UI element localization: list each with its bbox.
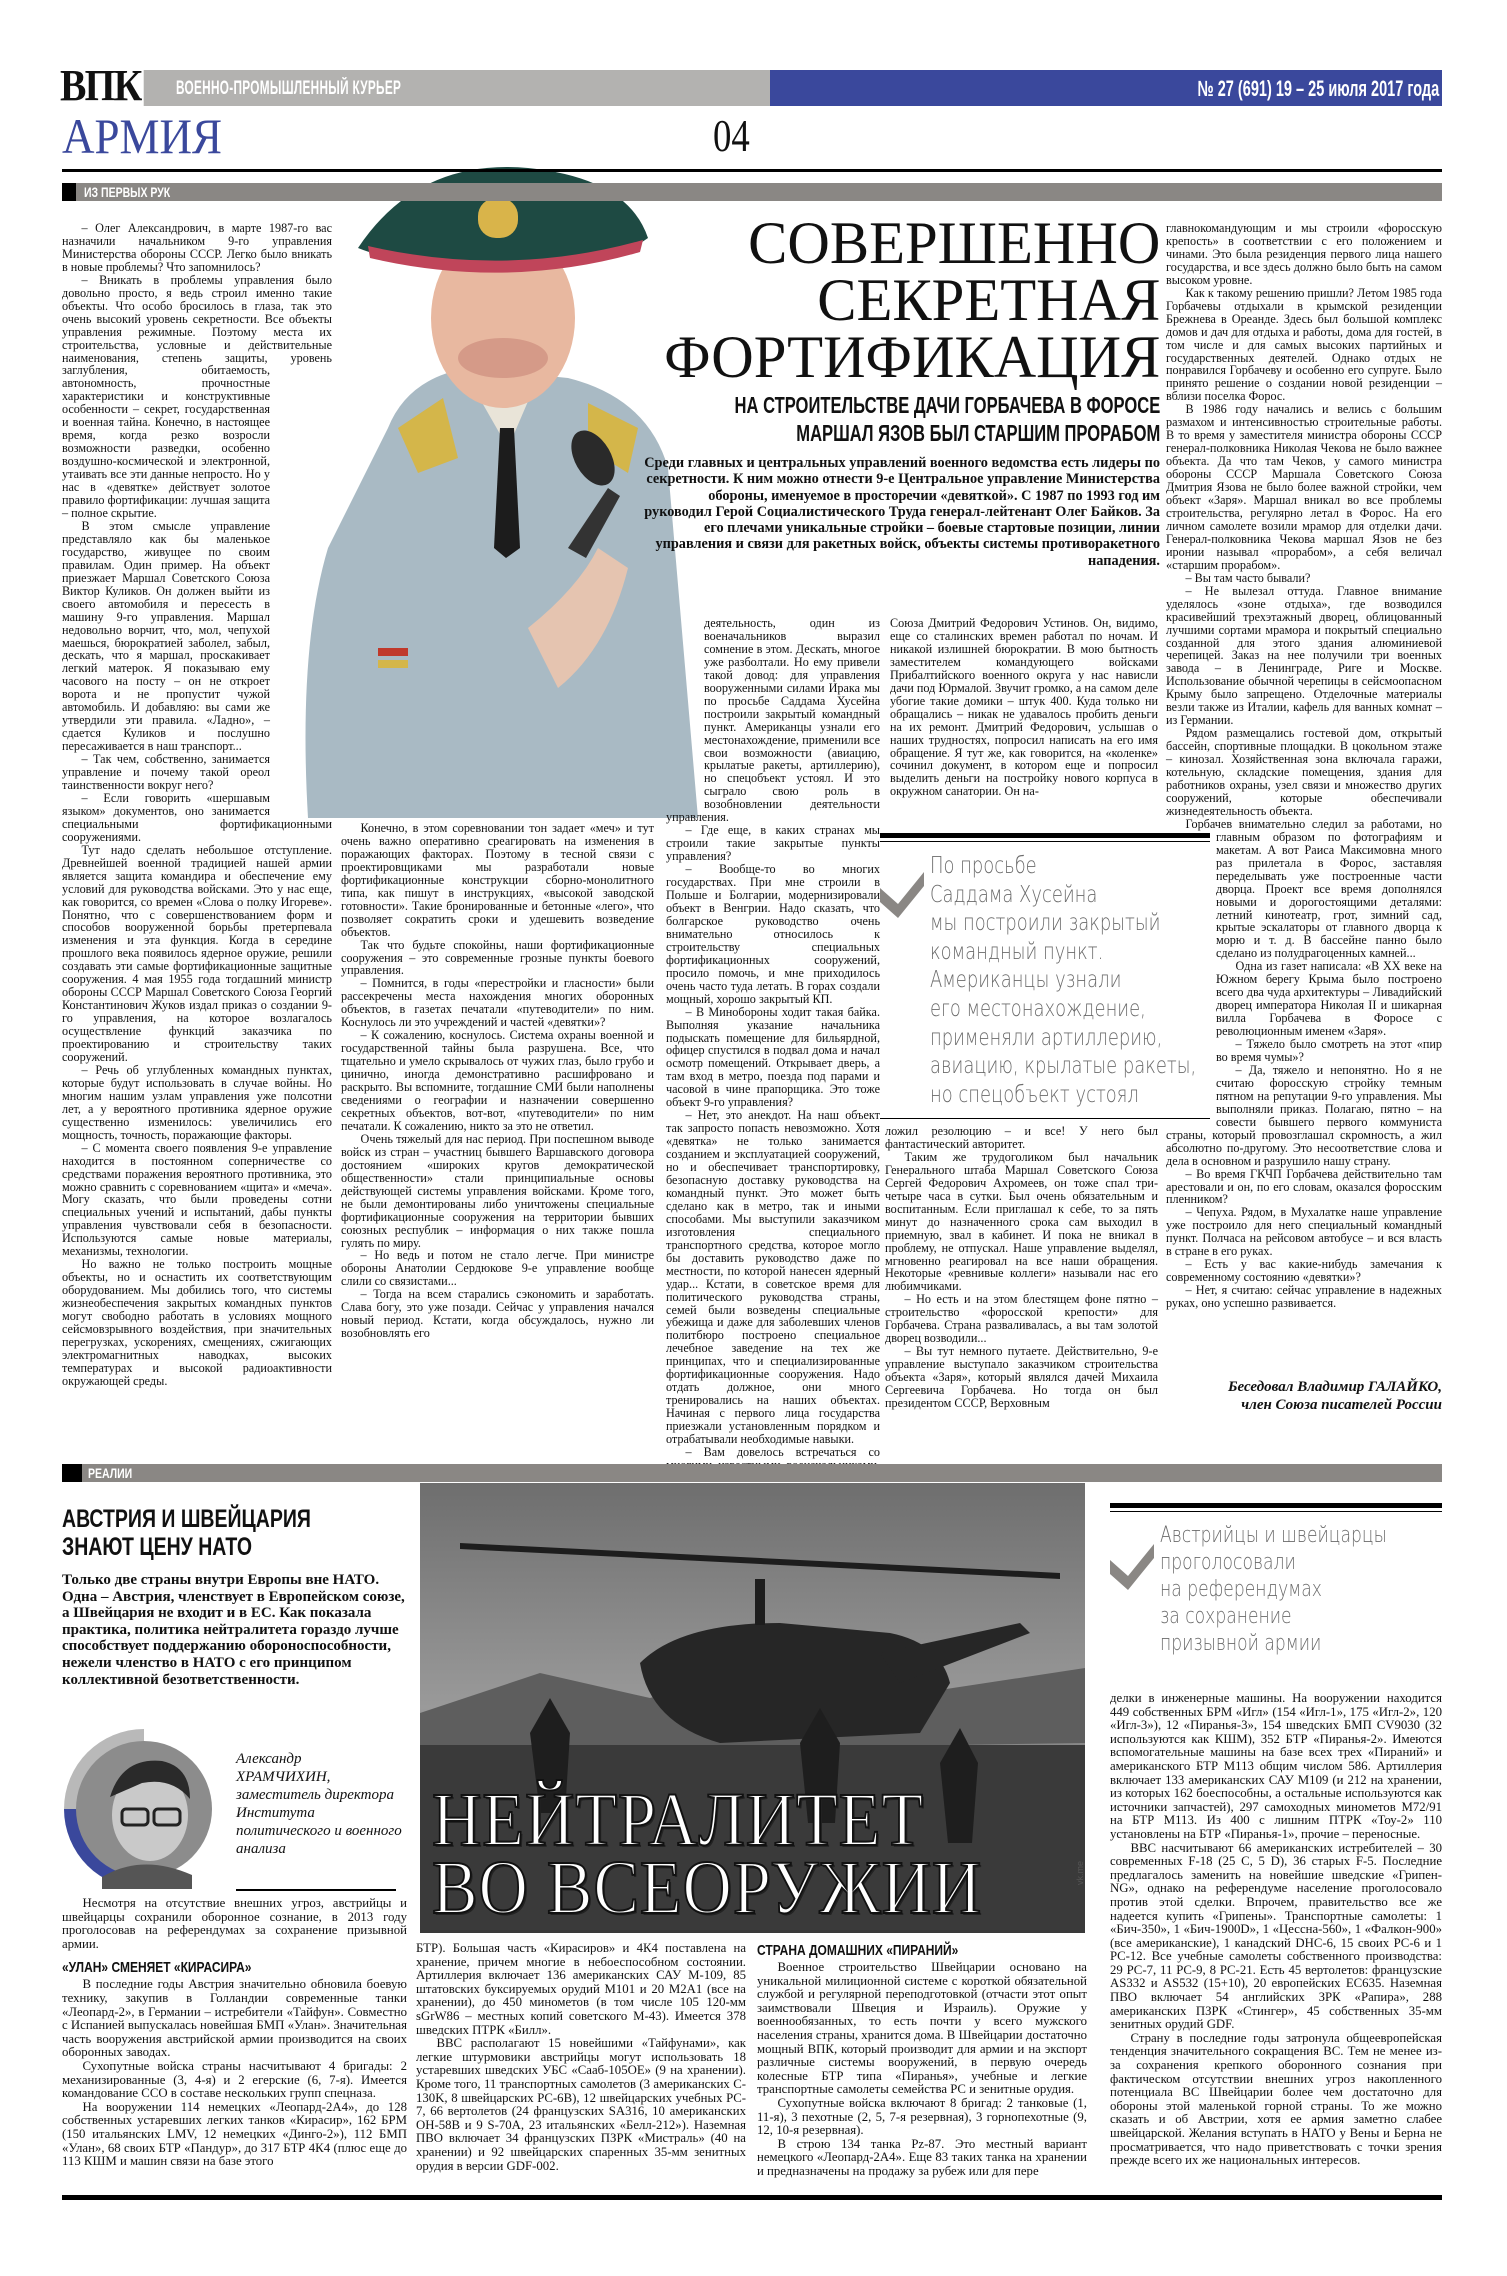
section-label: ИЗ ПЕРВЫХ РУК — [84, 184, 171, 200]
paragraph: Военное строительство Швейцарии основано на уникальной милиционной системе с короткой обязательной службой и регулярной переподготовкой (отчасти этот опыт заимствовали Швеция и Израиль). Оружие у военнообязанных, то есть почти у всего мужского населения страны, хранится дома. В Швейцарии достаточно мощный ВПК, который производит для армии и на экспорт различные системы вооружений, в первую очередь колесные БТР типа «Пиранья», учебные и легкие транспортные самолеты семейства PC и зенитные орудия. — [757, 1960, 1087, 2097]
paragraph: – Где еще, в каких странах мы строили такие закрытые пункты управления? — [666, 823, 880, 864]
paragraph: – Вам довелось встречаться со — [685, 1445, 880, 1459]
paragraph: Сухопутные войска страны насчитывают 4 бригады: 2 механизированные (3, 4-я) и 2 егерские (6, 7-я). Имеется командование ССО в составе нескольких групп спецназа. — [62, 2058, 407, 2101]
paragraph: – Но ведь и потом не стало легче. При министре обороны Анатолии Сердюкове 9-е управление вообще слили со связистами... — [341, 1248, 654, 1289]
pull-quote — [880, 833, 1210, 1119]
quote-line: применяли артиллерию, — [930, 1024, 1163, 1051]
quote-line: призывной армии — [1160, 1631, 1322, 1656]
author-position: заместитель директора Института политического и военного анализа — [236, 1787, 402, 1857]
author-last-name: ХРАМЧИХИН, — [236, 1769, 331, 1785]
paragraph: ВВС располагают 15 новейшими «Тайфунами», как легкие штурмовики австрийцы могут использовать 18 устаревших шведских УБС «Сааб-105ОЕ» (9 на хранении). Кроме того, 11 транспортных самолетов (3 американских C-130K, 8 швейцарских PC-6B), 12 швейцарских учебных PC-7, 66 вертолетов (24 французских SA316, 10 американских OH-58B и 9 S-70A, 23 итальянских «Белл-212»). Наземная ПВО включает 34 французских ПЗРК «Мистраль» (40 на хранении) и 92 швейцарских спаренных 35-мм зенитных орудия в версии GDF-002. — [416, 2036, 746, 2173]
newspaper-tagline: ВОЕННО-ПРОМЫШЛЕННЫЙ КУРЬЕР — [176, 78, 402, 99]
paragraph: – Речь об углубленных командных пунктах, которые будут использовать в случае войны. Но многим нашим узлам управления уже полсотни лет, а у вероятного противника ядерное оружие существенно изменилось: увеличились его мощность, точность, поражающие факторы. — [62, 1062, 332, 1142]
paragraph: ВВС насчитывают 66 американских истребителей – 30 современных F-18 (25 C, 5 D), 36 старых F-5. Последние предлагалось заменить на новейшие шведские «Грипен-NG», однако на референдуме население проголосовало против этой сделки. Впрочем, правительство все же надеется купить «Грипены». Транспортные самолеты: 1 «Бич-350», 1 «Бич-1900D», 1 «Цессна-560», 1 «Фалкон-900» (все американские), 1 канадский DHC-6, 15 своих PC-6 и 1 PC-12. Все учебные самолеты собственного производства: 29 PC-7, 11 PC-9, 8 PC-21. Есть 45 вертолетов: французские AS332 и AS532 (15+10), 20 европейских EC635. Наземная ПВО включает 54 английских ЗРК «Рапира», 288 американских ПЗРК «Стингер», 45 собственных 35-мм зенитных орудий GDF. — [1110, 1840, 1442, 2032]
article-column-2 — [416, 1942, 746, 2194]
photo-title-line: ВО ВСЕОРУЖИИ — [432, 1846, 983, 1930]
paragraph: – Но есть и на этом блестящем фоне пятно – строительство «форосской крепости» для Горбачева. Страна разваливалась, а вы там золотой дворец возводили... — [885, 1292, 1158, 1346]
rubric-title: АРМИЯ — [62, 108, 223, 164]
article-column-1 — [62, 1897, 407, 2195]
paragraph: – Во время ГКЧП Горбачева действительно там арестовали и он, по его словам, оказался форосским пленником? — [1166, 1166, 1442, 1207]
section-label: РЕАЛИИ — [88, 1465, 133, 1481]
paragraph: деятельность, один из военачальников выразил сомнение в этом. Дескать, многое уже разболтали. Но ему привели такой довод: для управления вооруженными силами Ирака мы по просьбе Саддама Хусейна построили закрытый командный пункт. Американцы узнали его местонахождение, применили все свои возможности (авиацию, крылатые ракеты, артиллерию), но спецобъект устоял. И это сыграло свою роль в возобновлении деятельности управления. — [666, 616, 880, 825]
headline-line: СОВЕРШЕННО — [747, 210, 1160, 276]
headline-line: СЕКРЕТНАЯ — [816, 267, 1160, 333]
byline-author: Беседовал Владимир ГАЛАЙКО, — [1227, 1379, 1442, 1395]
photo-title — [432, 1778, 1043, 1930]
newspaper-logo[interactable]: ВПК — [60, 64, 144, 108]
quote-line: мы построили закрытый — [930, 910, 1161, 937]
paragraph: – Вы там часто бывали? — [1185, 570, 1311, 585]
paragraph: Очень тяжелый для нас период. При поспешном выводе войск из стран – участниц бывшего Варшавского договора достоянием «широких кругов демократической общественности» стали принципиальные основы действующей системы управления войсками. Кроме того, не были демонтированы либо уничтожены специальные фортификационные сооружения на территории бывших союзных республик – информация о них также пошла гулять по миру. — [341, 1131, 654, 1250]
photo-title-line: НЕЙТРАЛИТЕТ — [432, 1778, 925, 1862]
paragraph: Тут надо сделать небольшое отступление. Древнейшей военной традицией нашей армии является защита командира и обеспечение ему условий для руководства войсками. Это у нас еще, как говорится, со времен «Слова о полку Игореве». Понятно, что с совершенствованием форм и способов вооруженной борьбы претерпевала изменения и эта функция. Когда в середине прошлого века появилось ядерное оружие, решили создавать эти самые фортификационные защитные сооружения. 4 мая 1955 года тогдашний министр обороны СССР Маршал Советского Союза Георгий Константинович Жуков издал приказ о создании 9-го управления, на которое возлагалось осуществление функций заказчика по проектированию и строительству таких сооружений. — [62, 842, 332, 1064]
article-column-3 — [666, 616, 880, 1459]
paragraph: Рядом размещались гостевой дом, открытый бассейн, спортивные площадки. В цокольном этаже – кинозал. Хозяйственная зона включала гаражи, котельную, складские помещения, здания для работников охраны, узел связи и множество других сооружений, которые обеспечивали жизнедеятельность объекта. — [1166, 726, 1442, 818]
section-marker — [62, 1464, 82, 1482]
paragraph: делки в инженерные машины. На вооружении находится 449 собственных БРМ «Игл» (154 «Игл-1», 175 «Игл-2», 120 «Игл-3»), 12 «Пиранья-3», 154 шведских БМП CV9030 (32 используются как КШМ), 352 БТР «Пиранья-2». Имеются вспомогательные машины на базе всех трех «Пираний» и американского БТР M113 общим числом 586. Артиллерия включает 133 американских САУ M109 (и 212 на хранении, из которых 162 боеспособны, а остальные используются как источники запчастей), 297 самоходных минометов M72/91 на БТР M113. Из 400 с лишним ПТРК «Тоу-2» 110 установлены на БТР «Пиранья-1», прочие – переносные. — [1110, 1691, 1442, 1841]
paragraph: Сухопутные войска включают 8 бригад: 2 танковые (1, 11-я), 3 пехотные (2, 5, 7-я резервная), 3 горнопехотные (9, 12, 10-я резервная). — [757, 2095, 1087, 2138]
quote-line: авиацию, крылатые ракеты, — [930, 1053, 1197, 1080]
quote-line: за сохранение — [1160, 1604, 1292, 1629]
paragraph: – Есть у вас какие-нибудь замечания к современному состоянию «девятки»? — [1166, 1257, 1442, 1285]
subheading: СТРАНА ДОМАШНИХ «ПИРАНИЙ» — [757, 1942, 959, 1959]
quote-line: Австрийцы и швейцарцы — [1160, 1523, 1387, 1548]
paragraph: В этом смысле управление представляло как бы маленькое государство, живущее по своим правилам. Один пример. На объект приезжает Маршал Советского Союза Виктор Куликов. Он должен выйти из своего автомобиля и пересесть в машину 9-го управления. Маршал недовольно ворчит, что, мол, чепухой маешься, бюрократией заболел, забыл, дескать, что я маршал, проскакивает легкий матерок. Я показываю ему часового на посту – он не откроет ворота и не пропустит чужой автомобиль. И добавляю: вы сами же утвердили эти правила. «Ладно», – сдается Куликов и послушно пересаживается в наш транспорт... — [62, 518, 270, 754]
paragraph: Конечно, в этом соревновании тон задает «меч» и тут очень важно оперативно среагировать на изменения в поражающих факторах. Поэтому в тесной связи с проектировщиками мы разработали новые фортификационные конструкции сборно-монолитного типа, как пишут в инструкциях, «высокой заводской готовности». Такие бронированные и бетонные «лего», что позволяет сократить сроки и удешевить возведение объектов. — [341, 821, 654, 939]
quote-line: Американцы узнали — [930, 967, 1122, 994]
section-marker — [62, 183, 76, 201]
author-first-name: Александр — [236, 1751, 302, 1767]
article-column-3 — [757, 1942, 1087, 2194]
paragraph: – Помнится, в годы «перестройки и гласности» были рассекречены места нахождения многих оборонных объектов, в газетах печатали «путеводители» по ним. Коснулось ли это учреждений и частей «девятки»? — [341, 976, 654, 1030]
paragraph: – Вообще-то во многих государствах. При мне строили в Польше и Болгарии, модернизировали объект в Венгрии. Надо сказать, что болгарское руководство очень внимательно относилось к строительству специальных фортификационных сооружений, просило помочь, и мне приходилось очень часто туда летать. В горах создали мощный, хорошо закрытый КП. — [666, 862, 880, 1006]
issue-info: № 27 (691) 19 – 25 июля 2017 года — [1197, 76, 1439, 101]
article-column-4 — [1110, 1692, 1442, 2194]
paragraph: – Нет, это анекдот. На наш объект так запросто попасть невозможно. Хотя «девятка» не только занимается созданием и эксплуатацией сооружений, но и обеспечивает транспортировку, безопасную доставку руководства на командный пункт. Это может быть сделано как в метро, так и иными способами. Мы выступили заказчиком изготовления специального транспортного средства, которое могло бы доставить руководство даже по местности, по которой нанесен ядерный удар... Кстати, в советское время для политического руководства страны, семей были возведены специальные убежища и даже для заболевших членов политбюро построено специальное лечебное заведение на тех же принципах, что и специализированные фортификационные сооружения. Надо отдать должное, они много тренировались на наших объектах. Начиная с первого лица государства приезжали установленным порядком и отрабатывали необходимые навыки. — [666, 1108, 880, 1447]
paragraph: – В Минобороны ходит такая байка. Выполняя указание начальника подыскать помещение для бильярдной, офицер спустился в подвал дома и начал осмотр помещений. Открывает дверь, а там вход в метро, поезда под парами и часовой в чине прапорщика. Это тоже объект 9-го управления? — [666, 1004, 880, 1110]
quote-line: его местонахождение, — [930, 995, 1146, 1022]
paragraph: – Вникать в проблемы управления было довольно просто, я ведь строил именно такие объекты. Что особо бросилось в глаза, так это очень высокий уровень секретности. Все объекты управления режимные. Поэтому места их строительства, условные и действительные наименования, степень защиты, уровень заглубления, обитаемость, автономность, прочностные характеристики и конструктивные особенности – секрет, государственная и военная тайна. Конечно, в настоящее время, когда резко возросли возможности разведки, особенно воздушно-космической и электронной, утаивать все эти данные непросто. Но у нас в «девятке» действует золотое правило фортификации: лучшая защита – полное скрытие. — [62, 272, 332, 520]
paragraph: Союза Дмитрий Федорович Устинов. Он, видимо, еще со сталинских времен работал по ночам. И никакой излишней бюрократии. В мою бытность заместителем командующего войсками Прибалтийского военного округа у нас нависли дачи под Юрмалой. Звучит громко, а на самом деле убогие такие домики – штук 400. Куда только ни обращались – никак не удавалось пробить деньги на их ремонт. Дмитрий Федорович, услышав о наших трудностях, попросил написать на его имя обращение. Я тут же, как говорится, на «коленке» сочинил документ, в котором еще и попросил выделить деньги на постройку нового корпуса в окружном санатории. Он на- — [890, 616, 1158, 799]
quote-line: проголосовали — [1160, 1550, 1296, 1575]
article-subtitle — [569, 391, 1160, 447]
paragraph: ложил резолюцию – и все! У него был фантастический авторитет. — [885, 1124, 1158, 1151]
paragraph: главнокомандующим и мы строили «форосскую крепость» в соответствии с его положением и чинами. Это была резиденция первого лица нашего государства, и все здесь должно было быть на самом высоком уровне. — [1166, 221, 1442, 287]
section-bar — [62, 183, 1442, 201]
quote-line: но спецобъект устоял — [930, 1081, 1139, 1108]
paragraph: – Если говорить «шершавым языком» документов, оно занимается специальными фортификационными сооружениями. — [62, 790, 332, 844]
quote-line: на референдумах — [1160, 1577, 1322, 1602]
checkmark-icon — [1110, 1538, 1158, 1590]
paragraph: Как к такому решению пришли? Летом 1985 года Горбачевы отдыхали в крымской резиденции Брежнева в Ореанде. Здесь был большой комплекс домов и дач для отдыха и работы, дома для гостей, в том числе и для самых высоких партийных и государственных деятелей. Однако отдых не понравился Горбачеву и особенно его супруге. Было принято решение о создании новой резиденции – вблизи поселка Форос. — [1166, 285, 1442, 404]
section-bar — [62, 1464, 1442, 1482]
paragraph: В 1986 году начались и велись с большим размахом и интенсивностью строительные работы. В то время у заместителя министра обороны СССР генерал-полковника Николая Чекова не было важнее объекта. Да что там Чеков, у самого министра обороны СССР Маршала Советского Союза Дмитрия Язова не было более важной стройки, чем объект «Заря». Маршал вникал во все проблемы строительства, регулярно летал в Форос. На его личном самолете возили мрамор для отделки дачи. Генерал-полковника Чекова маршал Язов не без иронии называл «прорабом», а себя величал «старшим прорабом». — [1166, 402, 1442, 572]
author-rule — [236, 1889, 396, 1891]
paragraph: В строю 134 танка Pz-87. Это местный вариант немецкого «Леопард-2А4». Еще 83 таких танка на хранении и предназначены на продажу за рубеж или для пере — [757, 2136, 1087, 2178]
paragraph: – Чепуха. Рядом, в Мухалатке наше управление уже построило для него специальный командный пункт. Полчаса на рейсовом автобусе – и вся власть в стране в его руках. — [1166, 1205, 1442, 1259]
article-column-4-top — [890, 617, 1158, 829]
header-rule — [62, 169, 1442, 172]
article-lead: Только две страны внутри Европы вне НАТО. Одна – Австрия, членствует в Европейском союзе, а Швейцария не входит и в ЕС. Как показала практика, политика нейтралитета гораздо лучше способствует поддержанию обороноспособности, нежели членство в НАТО с его принципом коллективной безответственности. — [62, 1572, 405, 1688]
paragraph: – К сожалению, коснулось. Система охраны военной и государственной тайны была разрушена. Все, что тщательно и умело скрывалось от чужих глаз, было грубо и цинично, иногда демонстративно расшифровано и раскрыто. Вы вспомните, тогдашние СМИ были наполнены сведениями о географии и назначении совершенно секретных объектов, вот-вот, «путеводители» по ним печатали. К сожалению, никто за это не ответил. — [341, 1028, 654, 1133]
masthead-band — [62, 70, 772, 106]
checkmark-icon — [880, 866, 928, 918]
quote-line: Саддама Хусейна — [930, 881, 1098, 908]
article-column-5 — [1166, 222, 1442, 1374]
paragraph: – С момента своего появления 9-е управление находится в постоянном соперничестве со средствами поражения вероятного противника, это можно сравнить с соревнованием «щита» и «меча». Могу сказать, что были проведены сотни специальных учений и испытаний, дабы пункты управления чувствовали себя в безопасности. Используются самые новые материалы, механизмы, технологии. — [62, 1140, 332, 1259]
quote-line: По просьбе — [930, 853, 1037, 879]
paragraph: – Нет, я считаю: сейчас управление в надежных руках, оно успешно развивается. — [1166, 1283, 1442, 1311]
paragraph: – Олег Александрович, в марте 1987-го вас назначили начальником 9-го управления Министерства обороны СССР. Легко было вникать в новые проблемы? Что запомнилось? — [62, 221, 332, 274]
headline-line: ЗНАЮТ ЦЕНУ НАТО — [62, 1533, 253, 1561]
paragraph: Страну в последние годы затронула общеевропейская тенденция значительного сокращения ВС. Тем не менее из-за сохранения крепкого оборонного сознания при фактическом отсутствии внешних угроз накопленного потенциала ВС Швейцарии более чем достаточно для обороны этой маленькой горной страны. То же можно сказать и об Австрии, хотя ее армия заметно слабее швейцарской. Желания вступать в НАТО у Вены и Берна не просматривается, что надо приветствовать с точки зрения прежде всего их же национальных интересов. — [1110, 2030, 1442, 2168]
headline-line: АВСТРИЯ И ШВЕЙЦАРИЯ — [62, 1505, 311, 1533]
article-column-2 — [341, 822, 654, 1427]
paragraph: Горбачев внимательно следил за работами, но главным образом по фотографиям и макетам. А вот Раиса Максимовна много раз прилетала в Форос, заставляя переделывать уже построенные части дворца. Проект все время дополнялся новыми и дорогостоящими деталями: летний кинотеатр, грот, зимний сад, крытые эскалаторы от главного дворца к морю и т. д. В бассейне панно было сделано из полудрагоценных камней... — [1185, 816, 1442, 961]
article-headline — [654, 210, 1160, 390]
pull-quote-text — [930, 852, 1196, 1109]
paragraph: БТР). Большая часть «Кирасиров» и 4К4 поставлена на хранение, причем многие в небоеспособном состоянии. Артиллерия включает 136 американских САУ М-109, 85 штатовских буксируемых орудий M101 и 20 M2A1 (все на хранении), до 450 минометов (в том числе 105 120-мм sGrW86 – местных копий советского М-43). Имеется 378 шведских ПТРК «Билл». — [416, 1941, 746, 2037]
paragraph: Несмотря на отсутствие внешних угроз, австрийцы и швейцарцы сохранили оборонное сознание, в 2013 году проголосовав на референдумах за сохранение призывной армии. — [62, 1896, 407, 1951]
paragraph: Но важно не только построить мощные объекты, но и оснастить их соответствующим оборудованием. Мы добились того, что системы жизнеобеспечения закрытых командных пунктов могут свободно работать в условиях мощного сейсмовзрывного воздействия, при значительных перегрузках, ускорениях, смещениях, сжигающих электромагнитных наводках, высоких температурах и высокой радиоактивности окружающей среды. — [62, 1257, 332, 1388]
paragraph: В последние годы Австрия значительно обновила боевую технику, закупив в Голландии современные танки «Леопард-2», в Германии – истребители «Тайфун». Совместно с Испанией выпускалась новейшая БМП «Улан». Значительная часть вооружения австрийской армии производится на своих оборонных заводах. — [62, 1977, 407, 2060]
subheading: «УЛАН» СМЕНЯЕТ «КИРАСИРА» — [62, 1959, 252, 1977]
pull-quote — [1110, 1503, 1442, 1673]
paragraph: На вооружении 114 немецких «Леопард-2А4», до 128 собственных устаревших легких танков «Кирасир», 162 БРМ (150 итальянских LMV, 12 немецких «Динго-2»), 112 БМП «Улан», 68 своих БТР «Пандур», до 317 БТР 4К4 (плюс еще до 113 КШМ и машин связи на базе этого — [62, 2099, 407, 2169]
paragraph: – Не вылезал оттуда. Главное внимание уделялось «зоне отдыха», где возводился красивейший трехэтажный дворец, облицованный лучшими сортами мрамора и покрытый специально созданной для этого здания алюминиевой черепицей. Заказ на нее получили три военных завода – в Ленинграде, Риге и Москве. Использование обычной черепицы в сейсмоопасном Крыму было запрещено. Отделочные материалы везли также из Италии, кафель для ванных комнат – из Германии. — [1166, 583, 1442, 728]
paragraph: Так что будьте спокойны, наши фортификационные сооружения – это современные грозные пункты боевого управления. — [341, 937, 654, 978]
byline-credential: член Союза писателей России — [1241, 1397, 1442, 1413]
article-lead: Среди главных и центральных управлений военного ведомства есть лидеры по секретности. К ним можно отнести 9-е Центральное управление Министерства обороны, именуемое в просторечии «девяткой». С 1987 по 1993 год им руководил Герой Социалистического Труда генерал-лейтенант Олег Байков. За его плечами уникальные стройки – боевые стартовые позиции, линии управления и связи для ракетных войск, объекты системы противоракетного нападения. — [644, 455, 1160, 569]
page-number: 04 — [713, 110, 750, 161]
paragraph: – Вы тут немного путаете. Действительно, 9-е управление выступало заказчиком строительства объекта «Заря», который являлся дачей Михаила Сергеевича Горбачева. Но тогда он был президентом СССР, Верховным — [885, 1344, 1158, 1411]
subtitle-line: НА СТРОИТЕЛЬСТВЕ ДАЧИ ГОРБАЧЕВА В ФОРОСЕ — [734, 392, 1160, 418]
paragraph: Таким же трудоголиком был начальник Генерального штаба Маршал Советского Союза Сергей Федорович Ахромеев, он тоже спал три-четыре часа в сутки. Был очень обязательным и воспитанным. Если приглашал к себе, то за пять минут до назначенного срока сам выходил в приемную, звал в кабинет. И пока не вникал в проблему, не отпускал. Наше управление выделял, мгновенно реагировал на все наши обращения. Некоторые «ревнивые коллеги» называли нас его любимчиками. — [885, 1149, 1158, 1294]
headline-line: ФОРТИФИКАЦИЯ — [663, 324, 1160, 390]
paragraph: – Тогда на всем старались сэкономить и заработать. Слава богу, это уже позади. Сейчас у управления начался новый период. Кстати, когда обсуждалось, нужно ли возобновлять его — [341, 1287, 654, 1341]
quote-line: командный пункт. — [930, 938, 1104, 965]
author-photo — [62, 1727, 222, 1891]
paragraph: – Так чем, собственно, занимается управление и почему такой ореол таинственности вокруг него? — [62, 752, 270, 792]
photo-credit: vk.me — [1075, 1860, 1085, 1885]
article-headline — [62, 1505, 402, 1561]
paragraph: – Тяжело было смотреть на этот «пир во время чумы»? — [1216, 1037, 1442, 1064]
footer-rule — [62, 2195, 1442, 2200]
pull-quote-text — [1160, 1522, 1387, 1657]
paragraph: – Да, тяжело и непонятно. Но я не считаю форосскую стройку темным пятном на репутации 9-го управления. Мы выполняли приказ. Полагаю, пятно – на совести бывшего первого коммуниста страны, который провозглашал скромность, а жил абсолютно по-другому. Это несоответствие слова и дела в основном и разрушило нашу страну. — [1166, 1062, 1442, 1168]
author-info — [236, 1750, 406, 1858]
article-column-1 — [62, 222, 332, 1427]
article-byline — [1166, 1378, 1442, 1414]
subtitle-line: МАРШАЛ ЯЗОВ БЫЛ СТАРШИМ ПРОРАБОМ — [796, 420, 1160, 446]
article-column-4-bottom — [885, 1125, 1158, 1425]
paragraph: Одна из газет написала: «В XX веке на Южном берегу Крыма было построено всего два чуда архитектуры – Ливадийский дворец императора Николая II и шикарная вилла Горбачева в Форосе с революционным именем «Заря». — [1216, 959, 1442, 1039]
